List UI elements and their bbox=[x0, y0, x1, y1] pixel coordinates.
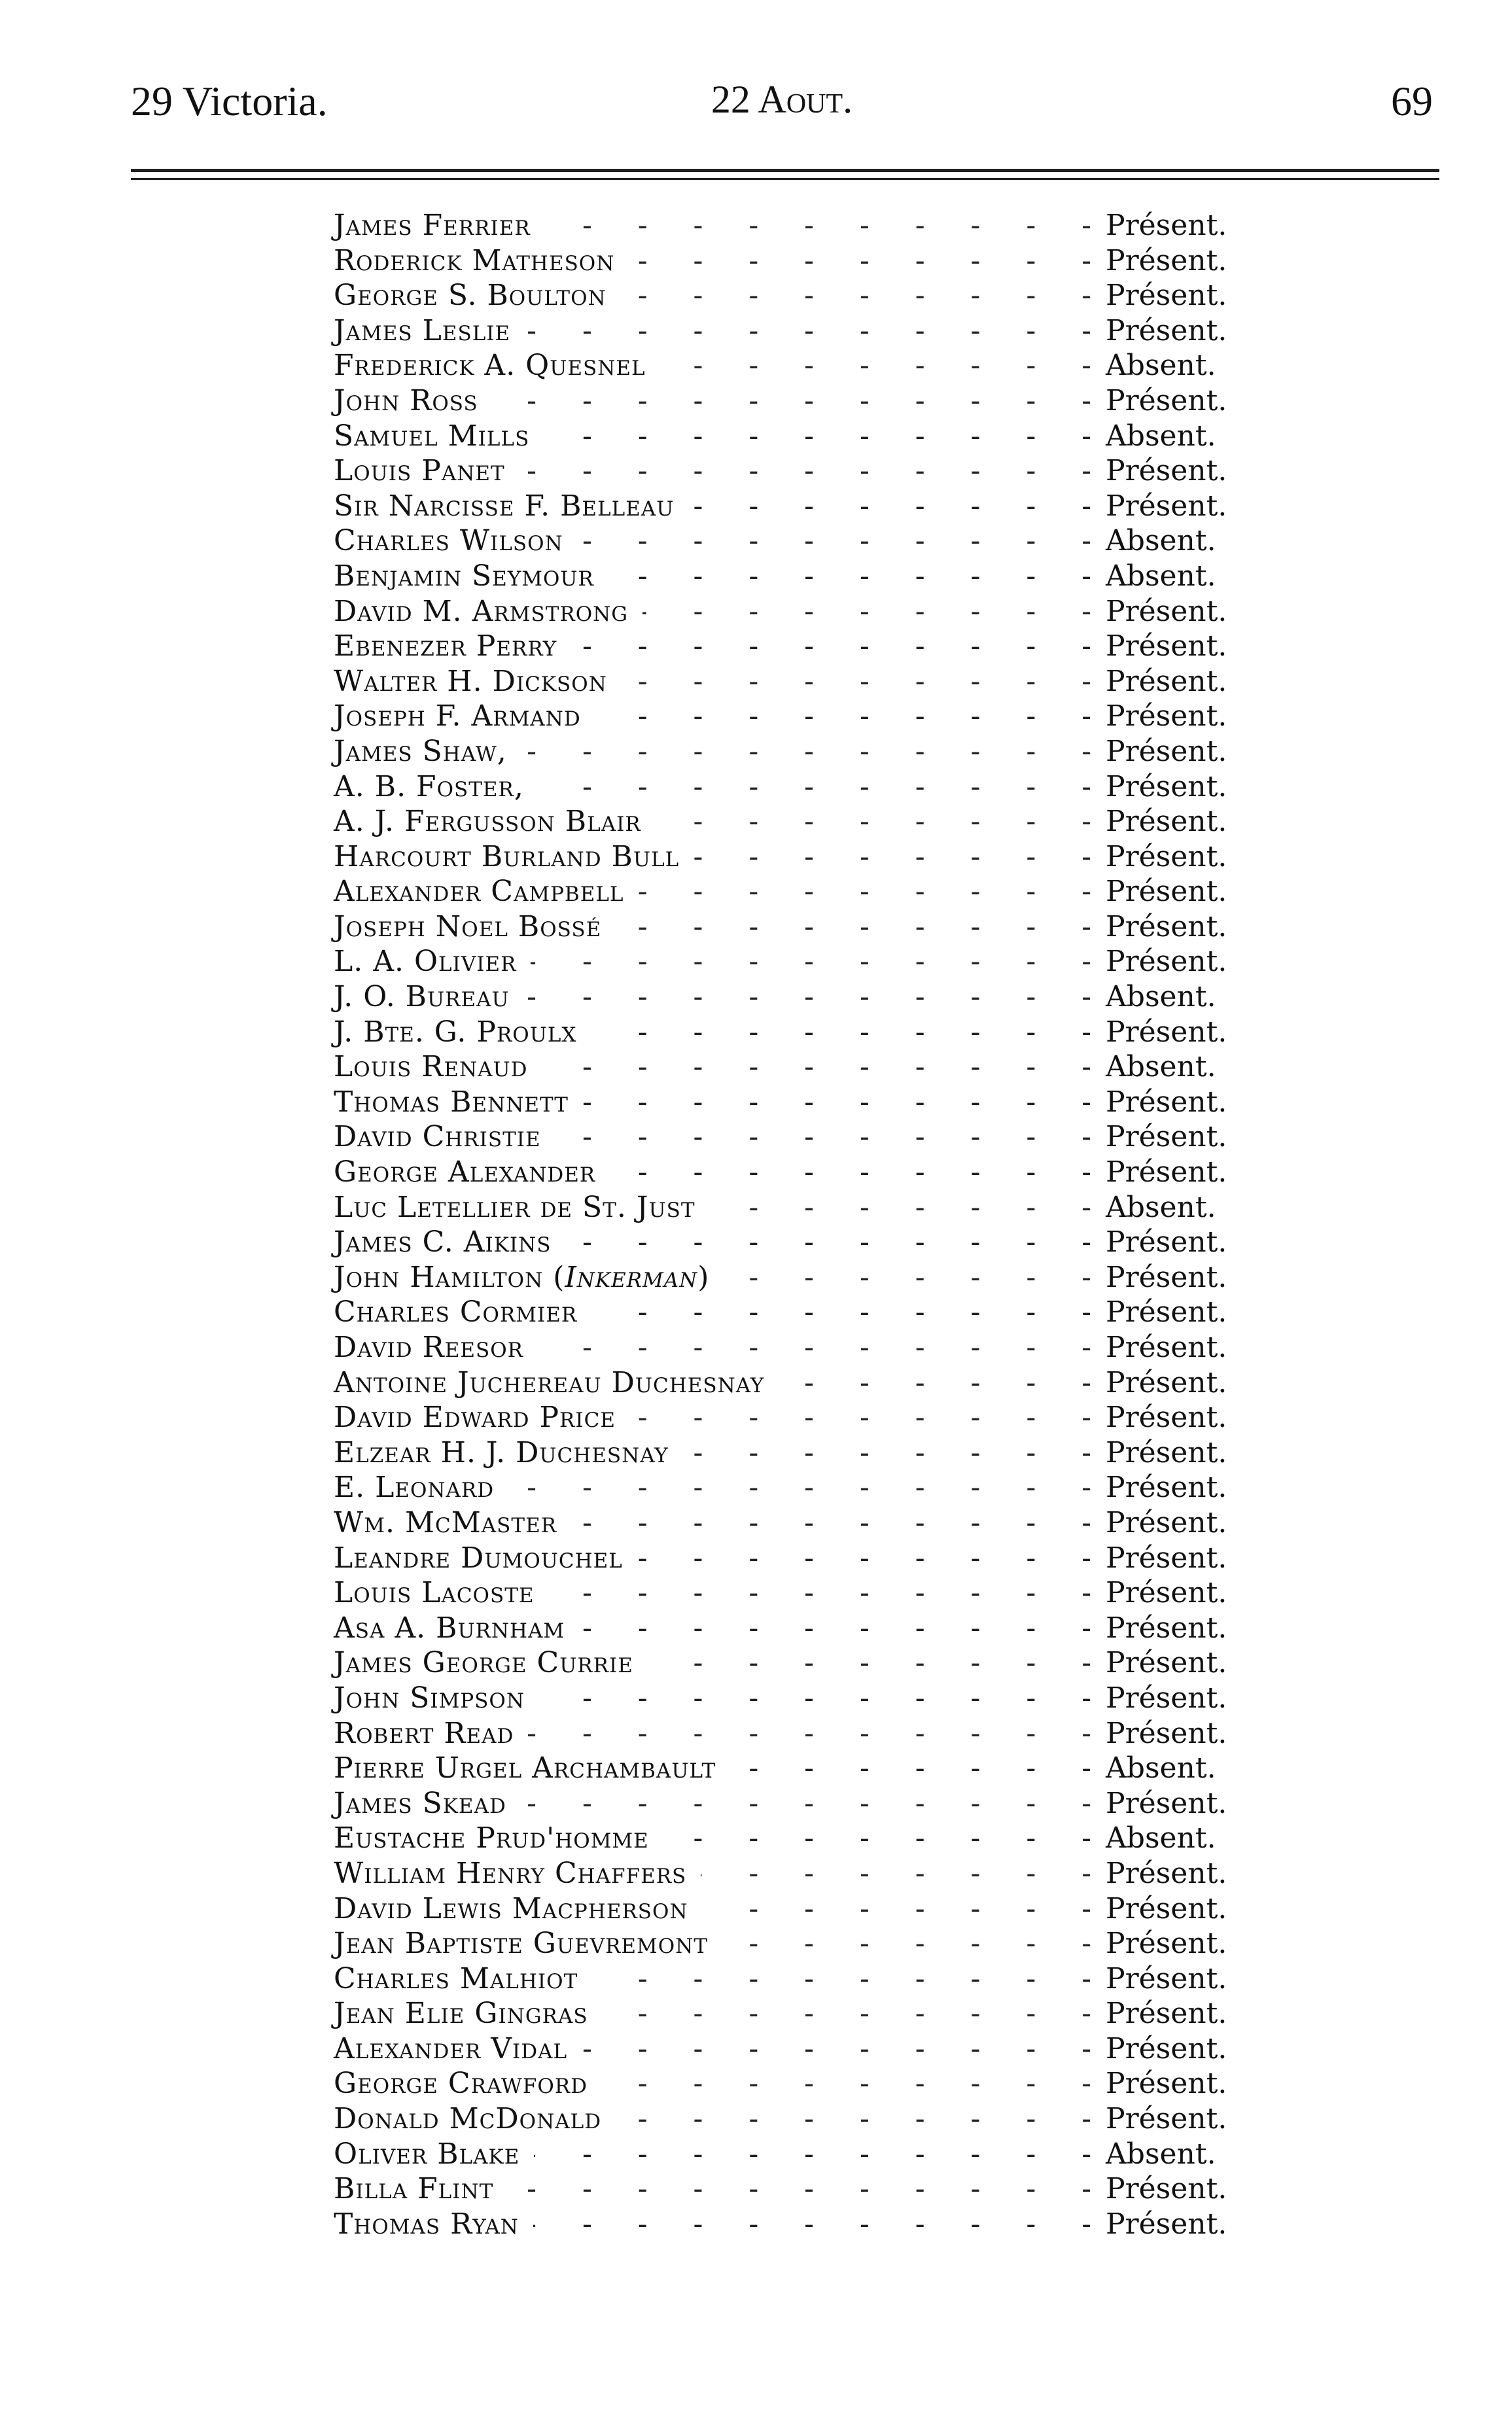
member-name: James C. Aikins bbox=[334, 1225, 552, 1259]
member-name: Antoine Juchereau Duchesnay bbox=[334, 1365, 765, 1399]
dash-leader bbox=[528, 1716, 1091, 1751]
dash-leader bbox=[579, 1611, 1091, 1646]
roll-entry bbox=[334, 523, 1237, 559]
attendance-status: Absent. bbox=[1106, 349, 1216, 383]
roll-entry bbox=[334, 1786, 1237, 1821]
roll-entry bbox=[334, 1330, 1237, 1365]
dash-leader bbox=[583, 1085, 1091, 1120]
member-name: Charles Malhiot bbox=[334, 1961, 578, 1995]
dash-leader bbox=[533, 2207, 1091, 2242]
dash-leader bbox=[571, 629, 1091, 664]
dash-leader bbox=[683, 1435, 1091, 1471]
dash-leader bbox=[663, 1821, 1091, 1856]
member-name: A. B. Foster, bbox=[334, 769, 524, 803]
member-name: John Simpson bbox=[334, 1681, 525, 1715]
roll-entry bbox=[334, 804, 1237, 839]
attendance-status: Absent. bbox=[1106, 1751, 1216, 1785]
roll-entry bbox=[334, 243, 1237, 279]
dash-leader bbox=[521, 1786, 1091, 1821]
member-name: Ebenezer Perry bbox=[334, 629, 557, 663]
dash-leader bbox=[544, 419, 1091, 454]
page-number: 69 bbox=[1391, 78, 1433, 124]
dash-leader bbox=[549, 1575, 1091, 1611]
dash-leader bbox=[555, 1119, 1091, 1155]
dash-leader bbox=[591, 1015, 1091, 1050]
dash-leader bbox=[642, 594, 1091, 629]
member-name: James Leslie bbox=[334, 313, 511, 347]
dash-leader bbox=[508, 2171, 1091, 2207]
roll-entry bbox=[334, 1400, 1237, 1435]
roll-entry bbox=[334, 839, 1237, 875]
attendance-status: Présent. bbox=[1106, 1576, 1227, 1610]
member-name: Thomas Ryan bbox=[334, 2207, 519, 2241]
member-name: Joseph Noel Bossé bbox=[334, 909, 602, 943]
roll-entry bbox=[334, 1085, 1237, 1120]
attendance-status: Présent. bbox=[1106, 1225, 1227, 1259]
attendance-status: Présent. bbox=[1106, 769, 1227, 803]
roll-entry bbox=[334, 1155, 1237, 1190]
attendance-status: Présent. bbox=[1106, 875, 1227, 909]
member-name: James Shaw, bbox=[334, 734, 507, 768]
member-name: Donald McDonald bbox=[334, 2102, 602, 2136]
roll-entry bbox=[334, 2031, 1237, 2067]
roll-entry bbox=[334, 1260, 1237, 1295]
roll-entry bbox=[334, 874, 1237, 909]
dash-leader bbox=[582, 2031, 1091, 2067]
member-name: Roderick Matheson bbox=[334, 243, 615, 277]
attendance-status: Absent. bbox=[1106, 1190, 1216, 1224]
dash-leader bbox=[591, 1295, 1091, 1330]
member-name: J. O. Bureau bbox=[334, 980, 510, 1014]
member-name: James Ferrier bbox=[334, 209, 531, 242]
member-name: Eustache Prud'homme bbox=[334, 1821, 649, 1855]
roll-entry bbox=[334, 1681, 1237, 1716]
attendance-status: Présent. bbox=[1106, 734, 1227, 768]
attendance-status: Présent. bbox=[1106, 1120, 1227, 1154]
header-rule-thick bbox=[131, 169, 1439, 172]
attendance-status: Présent. bbox=[1106, 1331, 1227, 1364]
attendance-status: Présent. bbox=[1106, 2102, 1227, 2136]
dash-leader bbox=[622, 664, 1091, 699]
attendance-status: Présent. bbox=[1106, 1611, 1227, 1645]
roll-entry bbox=[334, 1961, 1237, 1997]
dash-leader bbox=[621, 278, 1091, 313]
attendance-status: Présent. bbox=[1106, 699, 1227, 733]
roll-entry bbox=[334, 559, 1237, 594]
attendance-status: Présent. bbox=[1106, 1435, 1227, 1469]
dash-leader bbox=[595, 699, 1091, 734]
roll-entry bbox=[334, 1856, 1237, 1891]
roll-entry bbox=[334, 1119, 1237, 1155]
member-name: Pierre Urgel Archambault bbox=[334, 1751, 716, 1785]
dash-leader bbox=[538, 1330, 1091, 1365]
dash-leader bbox=[730, 1751, 1091, 1786]
attendance-status: Présent. bbox=[1106, 1260, 1227, 1294]
member-name: L. A. Olivier bbox=[334, 945, 517, 979]
dash-leader bbox=[592, 1961, 1091, 1997]
dash-leader bbox=[545, 208, 1091, 243]
attendance-status: Présent. bbox=[1106, 1015, 1227, 1049]
member-name: William Henry Chaffers bbox=[334, 1856, 687, 1890]
member-name: Thomas Bennett bbox=[334, 1085, 569, 1119]
member-name: David Lewis Macpherson bbox=[334, 1891, 688, 1925]
roll-entry bbox=[334, 1645, 1237, 1681]
roll-entry bbox=[334, 2171, 1237, 2207]
roll-entry bbox=[334, 1505, 1237, 1541]
roll-entry bbox=[334, 1891, 1237, 1927]
attendance-status: Présent. bbox=[1106, 805, 1227, 839]
attendance-status: Présent. bbox=[1106, 839, 1227, 873]
attendance-status: Présent. bbox=[1106, 1961, 1227, 1995]
attendance-status: Présent. bbox=[1106, 313, 1227, 347]
member-name: Leandre Dumouchel bbox=[334, 1541, 623, 1575]
member-name: Walter H. Dickson bbox=[334, 664, 607, 698]
dash-leader bbox=[701, 1856, 1091, 1891]
dash-leader bbox=[722, 1926, 1091, 1961]
attendance-status: Absent. bbox=[1106, 1821, 1216, 1855]
roll-entry bbox=[334, 1751, 1237, 1786]
attendance-status: Présent. bbox=[1106, 945, 1227, 979]
member-name: George S. Boulton bbox=[334, 279, 607, 313]
dash-leader bbox=[648, 1645, 1091, 1681]
roll-entry bbox=[334, 2101, 1237, 2137]
roll-entry bbox=[334, 1190, 1237, 1225]
member-name: Frederick A. Quesnel bbox=[334, 349, 646, 383]
roll-entry bbox=[334, 1365, 1237, 1401]
attendance-status: Présent. bbox=[1106, 243, 1227, 277]
attendance-status: Présent. bbox=[1106, 1716, 1227, 1750]
attendance-status: Présent. bbox=[1106, 1365, 1227, 1399]
attendance-status: Présent. bbox=[1106, 1085, 1227, 1119]
attendance-status: Présent. bbox=[1106, 909, 1227, 943]
roll-entry bbox=[334, 909, 1237, 945]
roll-entry bbox=[334, 2207, 1237, 2242]
attendance-status: Présent. bbox=[1106, 594, 1227, 628]
roll-entry bbox=[334, 734, 1237, 769]
dash-leader bbox=[534, 2137, 1091, 2172]
member-name: Billa Flint bbox=[334, 2172, 494, 2206]
member-name: Charles Wilson bbox=[334, 524, 563, 558]
roll-entry bbox=[334, 313, 1237, 349]
dash-leader bbox=[525, 313, 1091, 349]
dash-leader bbox=[710, 1190, 1091, 1225]
roll-entry bbox=[334, 2137, 1237, 2172]
dash-leader bbox=[521, 734, 1091, 769]
dash-leader bbox=[493, 383, 1091, 419]
roll-entry bbox=[334, 1996, 1237, 2031]
roll-entry bbox=[334, 629, 1237, 664]
member-name: George Alexander bbox=[334, 1155, 596, 1189]
attendance-status: Absent. bbox=[1106, 559, 1216, 593]
member-name: Louis Panet bbox=[334, 454, 505, 488]
member-name: E. Leonard bbox=[334, 1471, 495, 1505]
member-name: Benjamin Seymour bbox=[334, 559, 594, 593]
member-name: Asa A. Burnham bbox=[334, 1611, 565, 1645]
roll-entry bbox=[334, 1225, 1237, 1260]
member-name: John Ross bbox=[334, 383, 478, 417]
roll-entry bbox=[334, 979, 1237, 1015]
dash-leader bbox=[703, 1891, 1091, 1927]
date-heading: 22 Aout. bbox=[711, 78, 853, 121]
roll-entry bbox=[334, 278, 1237, 313]
member-name: Elzear H. J. Duchesnay bbox=[334, 1435, 669, 1469]
attendance-status: Absent. bbox=[1106, 980, 1216, 1014]
attendance-status: Présent. bbox=[1106, 1471, 1227, 1505]
member-name: Jean Elie Gingras bbox=[334, 1997, 588, 2031]
roll-entry bbox=[334, 1435, 1237, 1471]
dash-leader bbox=[616, 909, 1091, 945]
roll-entry bbox=[334, 348, 1237, 383]
attendance-status: Présent. bbox=[1106, 1681, 1227, 1715]
member-name: Jean Baptiste Guevremont bbox=[334, 1927, 709, 1961]
member-name: Sir Narcisse F. Belleau bbox=[334, 489, 675, 523]
dash-leader bbox=[571, 1505, 1091, 1541]
regnal-year: 29 Victoria. bbox=[131, 78, 328, 124]
attendance-status: Absent. bbox=[1106, 1050, 1216, 1084]
member-name: Charles Cormier bbox=[334, 1295, 578, 1329]
attendance-status: Présent. bbox=[1106, 1295, 1227, 1329]
attendance-status: Présent. bbox=[1106, 629, 1227, 663]
dash-leader bbox=[688, 489, 1091, 524]
attendance-status: Présent. bbox=[1106, 454, 1227, 488]
dash-leader bbox=[538, 769, 1091, 805]
member-name: Wm. McMaster bbox=[334, 1505, 557, 1539]
dash-leader bbox=[616, 2101, 1091, 2137]
attendance-status: Présent. bbox=[1106, 383, 1227, 417]
member-name: A. J. Fergusson Blair bbox=[334, 805, 641, 839]
member-name: David Edward Price bbox=[334, 1401, 616, 1435]
roll-entry bbox=[334, 769, 1237, 805]
member-name: John Hamilton (Inkerman) bbox=[334, 1260, 710, 1294]
member-name: Alexander Campbell bbox=[334, 875, 624, 909]
member-name: J. Bte. G. Proulx bbox=[334, 1015, 577, 1049]
member-name: Louis Renaud bbox=[334, 1050, 528, 1084]
dash-leader bbox=[637, 1541, 1091, 1576]
roll-entry bbox=[334, 944, 1237, 979]
attendance-status: Présent. bbox=[1106, 1541, 1227, 1575]
roll-entry bbox=[334, 1821, 1237, 1856]
roll-entry bbox=[334, 1015, 1237, 1050]
attendance-status: Absent. bbox=[1106, 2137, 1216, 2171]
dash-leader bbox=[779, 1365, 1091, 1401]
member-name: Alexander Vidal bbox=[334, 2031, 568, 2065]
dash-leader bbox=[565, 1225, 1091, 1260]
attendance-status: Présent. bbox=[1106, 2207, 1227, 2241]
attendance-status: Présent. bbox=[1106, 209, 1227, 242]
roll-entry bbox=[334, 1470, 1237, 1505]
attendance-status: Présent. bbox=[1106, 1891, 1227, 1925]
roll-entry bbox=[334, 2066, 1237, 2101]
dash-leader bbox=[539, 1681, 1091, 1716]
dash-leader bbox=[542, 1049, 1091, 1085]
attendance-status: Présent. bbox=[1106, 664, 1227, 698]
member-name: David Christie bbox=[334, 1120, 541, 1154]
member-name: Samuel Mills bbox=[334, 419, 530, 453]
roll-entry bbox=[334, 1295, 1237, 1330]
roll-entry bbox=[334, 453, 1237, 489]
header-rule-thin bbox=[131, 178, 1439, 180]
member-name: George Crawford bbox=[334, 2067, 588, 2101]
member-name: James George Currie bbox=[334, 1646, 633, 1680]
attendance-status: Présent. bbox=[1106, 2172, 1227, 2206]
attendance-status: Présent. bbox=[1106, 1856, 1227, 1890]
roll-entry bbox=[334, 664, 1237, 699]
roll-call-list bbox=[334, 208, 1237, 2241]
member-name: David M. Armstrong bbox=[334, 594, 629, 628]
roll-entry bbox=[334, 1049, 1237, 1085]
roll-entry bbox=[334, 594, 1237, 629]
dash-leader bbox=[656, 804, 1091, 839]
member-name: Oliver Blake bbox=[334, 2137, 520, 2171]
dash-leader bbox=[519, 453, 1091, 489]
attendance-status: Présent. bbox=[1106, 1786, 1227, 1820]
member-name: James Skead bbox=[334, 1786, 506, 1820]
attendance-status: Présent. bbox=[1106, 1927, 1227, 1961]
roll-entry bbox=[334, 1926, 1237, 1961]
roll-entry bbox=[334, 699, 1237, 734]
dash-leader bbox=[608, 559, 1091, 594]
dash-leader bbox=[578, 523, 1091, 559]
member-name: Harcourt Burland Bull bbox=[334, 839, 680, 873]
dash-leader bbox=[602, 2066, 1091, 2101]
attendance-status: Présent. bbox=[1106, 489, 1227, 523]
dash-leader bbox=[603, 1996, 1091, 2031]
roll-entry bbox=[334, 1716, 1237, 1751]
dash-leader bbox=[660, 348, 1091, 383]
member-name: David Reesor bbox=[334, 1331, 523, 1364]
attendance-status: Absent. bbox=[1106, 524, 1216, 558]
dash-leader bbox=[694, 839, 1091, 875]
roll-entry bbox=[334, 1611, 1237, 1646]
dash-leader bbox=[630, 1400, 1091, 1435]
attendance-status: Présent. bbox=[1106, 2031, 1227, 2065]
member-name: Robert Read bbox=[334, 1716, 514, 1750]
attendance-status: Présent. bbox=[1106, 1646, 1227, 1680]
member-name: Louis Lacoste bbox=[334, 1576, 535, 1610]
attendance-status: Présent. bbox=[1106, 2067, 1227, 2101]
attendance-status: Présent. bbox=[1106, 1997, 1227, 2031]
dash-leader bbox=[524, 979, 1091, 1015]
roll-entry bbox=[334, 1575, 1237, 1611]
roll-entry bbox=[334, 208, 1237, 243]
dash-leader bbox=[610, 1155, 1091, 1190]
running-head bbox=[131, 77, 1433, 130]
roll-entry bbox=[334, 1541, 1237, 1576]
dash-leader bbox=[639, 874, 1091, 909]
dash-leader bbox=[724, 1260, 1091, 1295]
attendance-status: Présent. bbox=[1106, 1401, 1227, 1435]
attendance-status: Présent. bbox=[1106, 1155, 1227, 1189]
dash-leader bbox=[531, 944, 1091, 979]
dash-leader bbox=[629, 243, 1091, 279]
roll-entry bbox=[334, 419, 1237, 454]
member-name: Luc Letellier de St. Just bbox=[334, 1190, 695, 1224]
attendance-status: Présent. bbox=[1106, 279, 1227, 313]
attendance-status: Absent. bbox=[1106, 419, 1216, 453]
dash-leader bbox=[508, 1470, 1091, 1505]
attendance-status: Présent. bbox=[1106, 1505, 1227, 1539]
roll-entry bbox=[334, 383, 1237, 419]
member-name: Joseph F. Armand bbox=[334, 699, 581, 733]
roll-entry bbox=[334, 489, 1237, 524]
